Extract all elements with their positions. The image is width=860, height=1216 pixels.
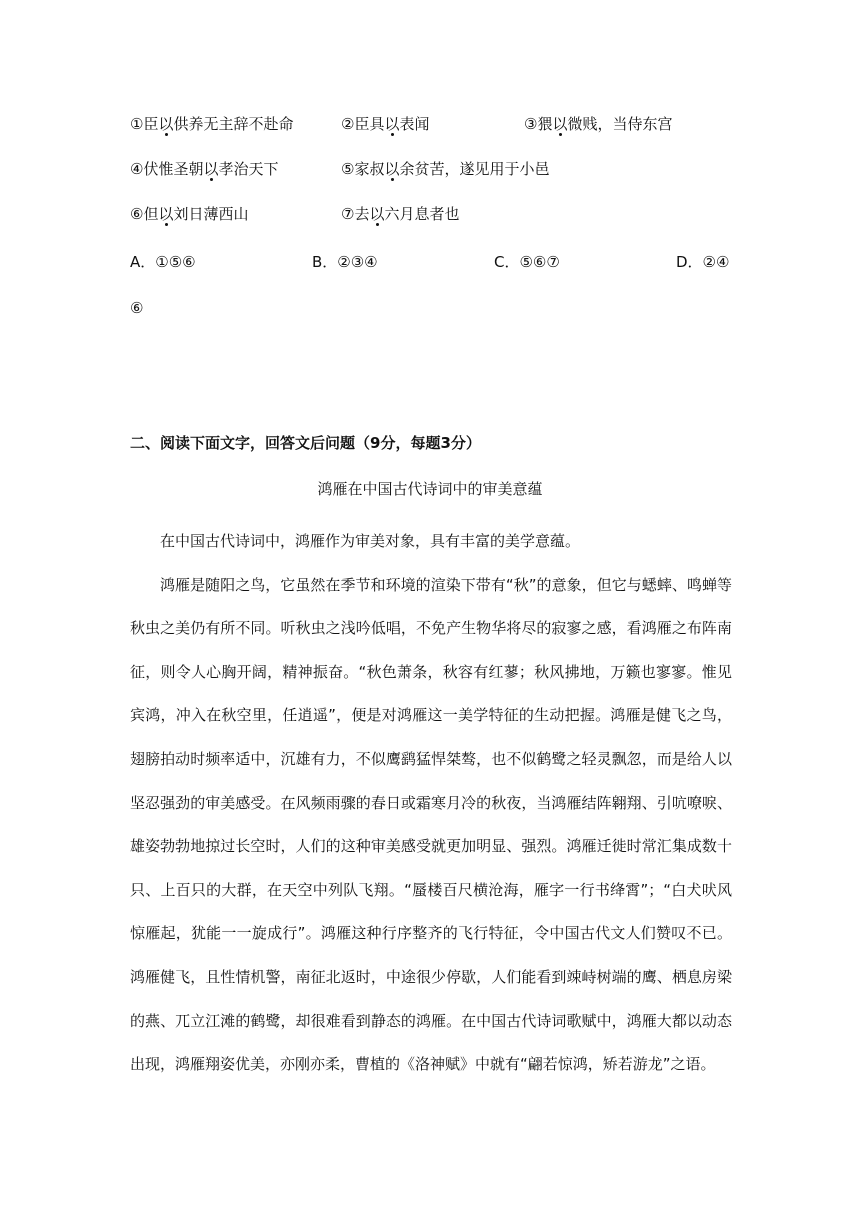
option-d-wrap: ⑥	[130, 299, 144, 317]
paragraph-2: 鸿雁是随阳之鸟，它虽然在季节和环境的渲染下带有“秋”的意象，但它与蟋蟀、鸣蝉等秋虫之美仍有所不同。听秋虫之浅吟低唱，不免产生物华将尽的寂寥之感，看鸿雁之布阵南征，则令人心胸开阔，精神振奋。“秋色萧条，秋容有红蓼；秋风拂地，万籁也寥寥。惟见宾鸿，冲入在秋空里，任逍遥”，便是对鸿雁这一美学特征的生动把握。鸿雁是健飞之鸟，翅膀拍动时频率适中，沉雄有力，不似鹰鹞猛悍桀骜，也不似鹤鹭之轻灵飘忽，而是给人以坚忍强劲的审美感受。在风频雨骤的春日或霜寒月冷的秋夜，当鸿雁结阵翱翔、引吭嘹唳、雄姿勃勃地掠过长空时，人们的这种审美感受就更加明显、强烈。鸿雁迁徙时常汇集成数十只、上百只的大群，在天空中列队飞翔。“蜃楼百尺横沧海，雁字一行书绛霄”；“白犬吠风惊雁起，犹能一一旋成行”。鸿雁这种行序整齐的飞行特征，令中国古代文人们赞叹不已。鸿雁健飞，且性情机警，南征北返时，中途很少停歇，人们能看到竦峙树端的鹰、栖息房梁的燕、兀立江滩的鹤鹭，却很难看到静态的鸿雁。在中国古代诗词歌赋中，鸿雁大都以动态出现，鸿雁翔姿优美，亦刚亦柔，曹植的《洛神赋》中就有“翩若惊鸿，矫若游龙”之语。	[130, 575, 732, 1074]
option-b[interactable]: B．②③④	[312, 253, 378, 271]
option-a[interactable]: A．①⑤⑥	[130, 253, 196, 271]
item-6: ⑥但以刘日薄西山	[130, 205, 249, 223]
option-c[interactable]: C．⑤⑥⑦	[494, 253, 560, 271]
item-5: ⑤家叔以余贫苦，遂见用于小邑	[341, 160, 550, 178]
item-1: ①臣以供养无主辞不赴命	[130, 115, 294, 133]
option-d[interactable]: D．②④	[676, 253, 730, 271]
item-3: ③猥以微贱，当侍东宫	[524, 115, 673, 133]
article-title: 鸿雁在中国古代诗词中的审美意蕴	[317, 480, 543, 498]
item-7: ⑦去以六月息者也	[341, 205, 460, 223]
section-heading: 二、阅读下面文字，回答文后问题（9分，每题3分）	[130, 434, 481, 452]
question-items-row-1	[130, 112, 730, 136]
item-2: ②臣具以表闻	[341, 115, 430, 133]
answer-options	[130, 250, 730, 274]
item-4: ④伏惟圣朝以孝治天下	[130, 160, 279, 178]
article-body	[130, 520, 732, 1087]
question-items-row-2	[130, 157, 730, 181]
question-items-row-3	[130, 202, 730, 226]
paragraph-1: 在中国古代诗词中，鸿雁作为审美对象，具有丰富的美学意蕴。	[160, 532, 581, 550]
option-d-continued	[130, 296, 730, 320]
